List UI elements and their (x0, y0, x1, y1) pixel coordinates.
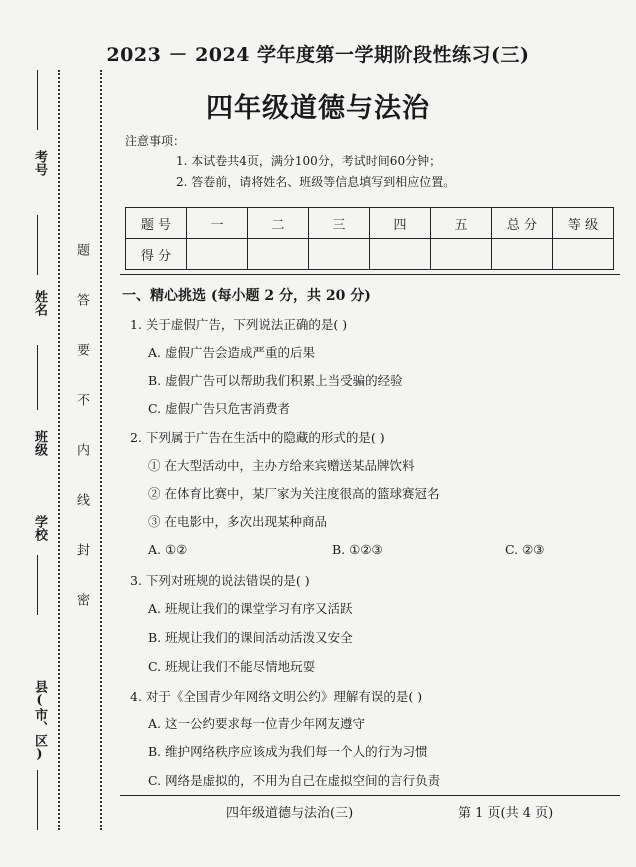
seal-char: 密 (74, 593, 89, 606)
field-line-xuexiao[interactable] (37, 555, 38, 615)
table-cell: 总 分 (492, 208, 553, 239)
seal-char: 不 (74, 393, 89, 406)
field-line-county[interactable] (37, 770, 38, 830)
score-input-cell[interactable] (431, 239, 492, 270)
seal-char: 内 (74, 443, 89, 456)
table-cell: 题 号 (126, 208, 187, 239)
section-heading: 一、精心挑选 (每小题 2 分，共 20 分) (122, 288, 371, 304)
question-stem: 4. 对于《全国青少年网络文明公约》理解有误的是( ) (130, 689, 423, 704)
field-label-xuexiao: 学校 (32, 515, 47, 541)
table-cell: 得 分 (126, 239, 187, 270)
score-input-cell[interactable] (553, 239, 614, 270)
footer-page-number: 第 1 页(共 4 页) (458, 806, 554, 821)
score-input-cell[interactable] (492, 239, 553, 270)
option[interactable]: A. 班规让我们的课堂学习有序又活跃 (148, 601, 353, 616)
statement: ③ 在电影中，多次出现某种商品 (148, 514, 327, 529)
notes-heading: 注意事项： (125, 134, 186, 148)
seal-char: 线 (74, 493, 89, 506)
table-cell: 四 (370, 208, 431, 239)
question-stem: 1. 关于虚假广告，下列说法正确的是( ) (130, 317, 348, 332)
table-cell: 二 (248, 208, 309, 239)
option[interactable]: B. 班规让我们的课间活动活泼又安全 (148, 630, 353, 645)
seal-char: 要 (74, 343, 89, 356)
question-stem: 3. 下列对班规的说法错误的是( ) (130, 573, 310, 588)
option[interactable]: C. 网络是虚拟的，不用为自己在虚拟空间的言行负责 (148, 773, 441, 788)
field-label-xingming: 姓名 (32, 290, 47, 316)
field-line-banji[interactable] (37, 345, 38, 410)
exam-title-line1: 2023 － 2024 学年度第一学期阶段性练习(三) (106, 44, 530, 66)
score-input-cell[interactable] (187, 239, 248, 270)
option[interactable]: B. 维护网络秩序应该成为我们每一个人的行为习惯 (148, 744, 428, 759)
field-label-kaohao: 考号 (32, 150, 47, 176)
option[interactable]: A. 这一公约要求每一位青少年网友遵守 (148, 716, 365, 731)
statement: ② 在体育比赛中，某厂家为关注度很高的篮球赛冠名 (148, 486, 440, 501)
seal-char: 封 (74, 543, 89, 556)
notes-item: 2. 答卷前，请将姓名、班级等信息填写到相应位置。 (176, 175, 456, 189)
dotted-seal-line-outer (58, 70, 60, 830)
notes-item: 1. 本试卷共4页，满分100分，考试时间60分钟； (176, 154, 442, 168)
dotted-seal-line-inner (100, 70, 102, 830)
exam-title-subject: 四年级道德与法治 (206, 93, 430, 124)
score-table (125, 207, 614, 270)
question-stem: 2. 下列属于广告在生活中的隐藏的形式的是( ) (130, 430, 385, 445)
option[interactable]: B. ①②③ (332, 542, 383, 557)
score-input-cell[interactable] (248, 239, 309, 270)
field-label-banji: 班级 (32, 430, 47, 456)
field-label-county: 县(市、区) (32, 680, 47, 762)
score-input-cell[interactable] (309, 239, 370, 270)
score-input-cell[interactable] (370, 239, 431, 270)
option[interactable]: B. 虚假广告可以帮助我们积累上当受骗的经验 (148, 373, 403, 388)
table-cell: 五 (431, 208, 492, 239)
score-table-header-row (126, 208, 614, 239)
seal-char: 答 (74, 293, 89, 306)
option[interactable]: C. 虚假广告只危害消费者 (148, 401, 291, 416)
field-line-xingming[interactable] (37, 215, 38, 275)
option[interactable]: C. 班规让我们不能尽情地玩耍 (148, 659, 316, 674)
score-table-score-row (126, 239, 614, 270)
option[interactable]: A. 虚假广告会造成严重的后果 (148, 345, 315, 360)
option[interactable]: A. ①② (148, 542, 188, 557)
option[interactable]: C. ②③ (505, 542, 545, 557)
table-cell: 一 (187, 208, 248, 239)
statement: ① 在大型活动中，主办方给来宾赠送某品牌饮料 (148, 458, 415, 473)
footer-subject: 四年级道德与法治(三) (226, 806, 354, 821)
table-cell: 三 (309, 208, 370, 239)
seal-char: 题 (74, 243, 89, 256)
divider (120, 274, 620, 275)
footer-divider (120, 795, 620, 796)
table-cell: 等 级 (553, 208, 614, 239)
